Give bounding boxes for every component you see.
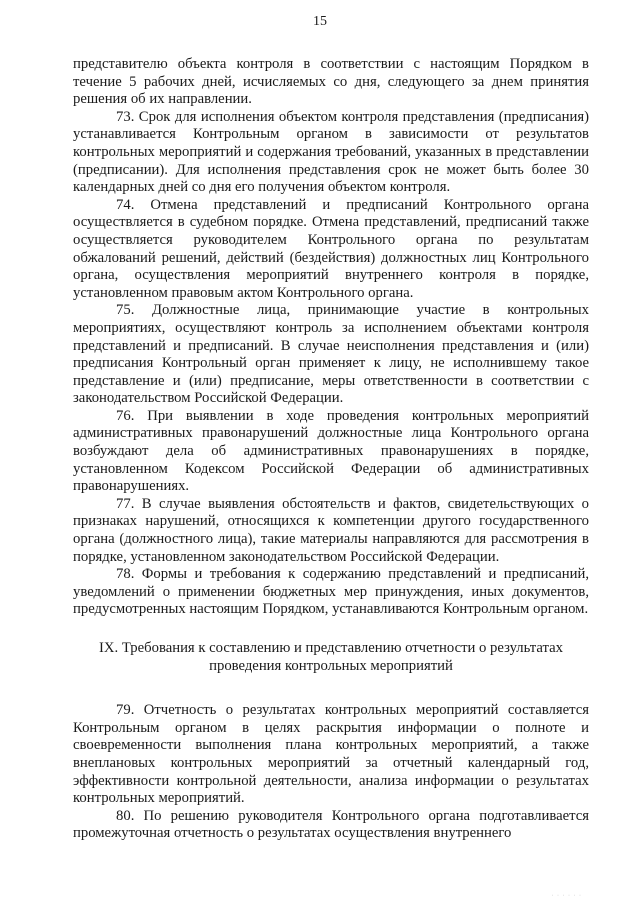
page-number: 15 xyxy=(313,14,327,29)
paragraph-79: 79. Отчетность о результатах контрольных мероприятий составляется Контрольным органом в целях раскрытия информации о полноте и своевременности выполнения плана контрольных мероприятий, а также внеплановых контрольных мероприятий за отчетный календарный год, эффективности контрольной деятельности, анализа информации о результатах контрольных мероприятий. xyxy=(73,702,589,807)
paragraph-77: 77. В случае выявления обстоятельств и фактов, свидетельствующих о признаках нарушений, относящихся к компетенции другого государственного органа (должностного лица), такие материалы направляются для рассмотрения в порядке, установленном законодательством Российской Федерации. xyxy=(73,495,589,565)
section-heading-ix: IX. Требования к составлению и представлению отчетности о результатах проведения контрольных мероприятий xyxy=(99,640,563,674)
paragraph-78: 78. Формы и требования к содержанию представлений и предписаний, уведомлений о применении бюджетных мер принуждения, иных документов, предусмотренных настоящим Порядком, устанавливаются Контрольным органом. xyxy=(73,566,589,618)
paragraph-75: 75. Должностные лица, принимающие участие в контрольных мероприятиях, осуществляют контроль за исполнением объектами контроля представлений и предписаний. В случае неисполнения представления и (или) предписания Контрольный орган применяет к лицу, не исполнившему такое представление и (или) предписание, меры ответственности в соответствии с законодательством Российской Федерации. xyxy=(73,302,589,407)
paragraph-76: 76. При выявлении в ходе проведения контрольных мероприятий административных правонарушений должностные лица Контрольного органа возбуждают дела об административных правонарушениях в порядке, установленном Кодексом Российской Федерации об административных правонарушениях. xyxy=(73,407,589,495)
paragraph-80: 80. По решению руководителя Контрольного органа подготавливается промежуточная отчетность о результатах осуществления внутреннего xyxy=(73,807,589,842)
scan-artifact-mark: · · · · · · xyxy=(551,893,582,899)
paragraph-74: 74. Отмена представлений и предписаний Контрольного органа осуществляется в судебном порядке. Отмена представлений, предписаний также осуществляется руководителем Контрольного органа по результатам обжалований решений, действий (бездействия) должностных лиц Контрольного органа, осуществления мероприятий внутреннего контроля в порядке, установленном правовым актом Контрольного органа. xyxy=(73,196,589,301)
paragraph-73: 73. Срок для исполнения объектом контроля представления (предписания) устанавливается Контрольным органом в зависимости от результатов контрольных мероприятий и содержания требований, указанных в представлении (предписании). Для исполнения представления срок не может быть более 30 календарных дней со дня его получения объектом контроля. xyxy=(73,108,589,196)
paragraph-continuation: представителю объекта контроля в соответствии с настоящим Порядком в течение 5 рабочих дней, исчисляемых со дня, следующего за днем принятия решения об их направлении. xyxy=(73,56,589,108)
document-body xyxy=(73,56,589,843)
